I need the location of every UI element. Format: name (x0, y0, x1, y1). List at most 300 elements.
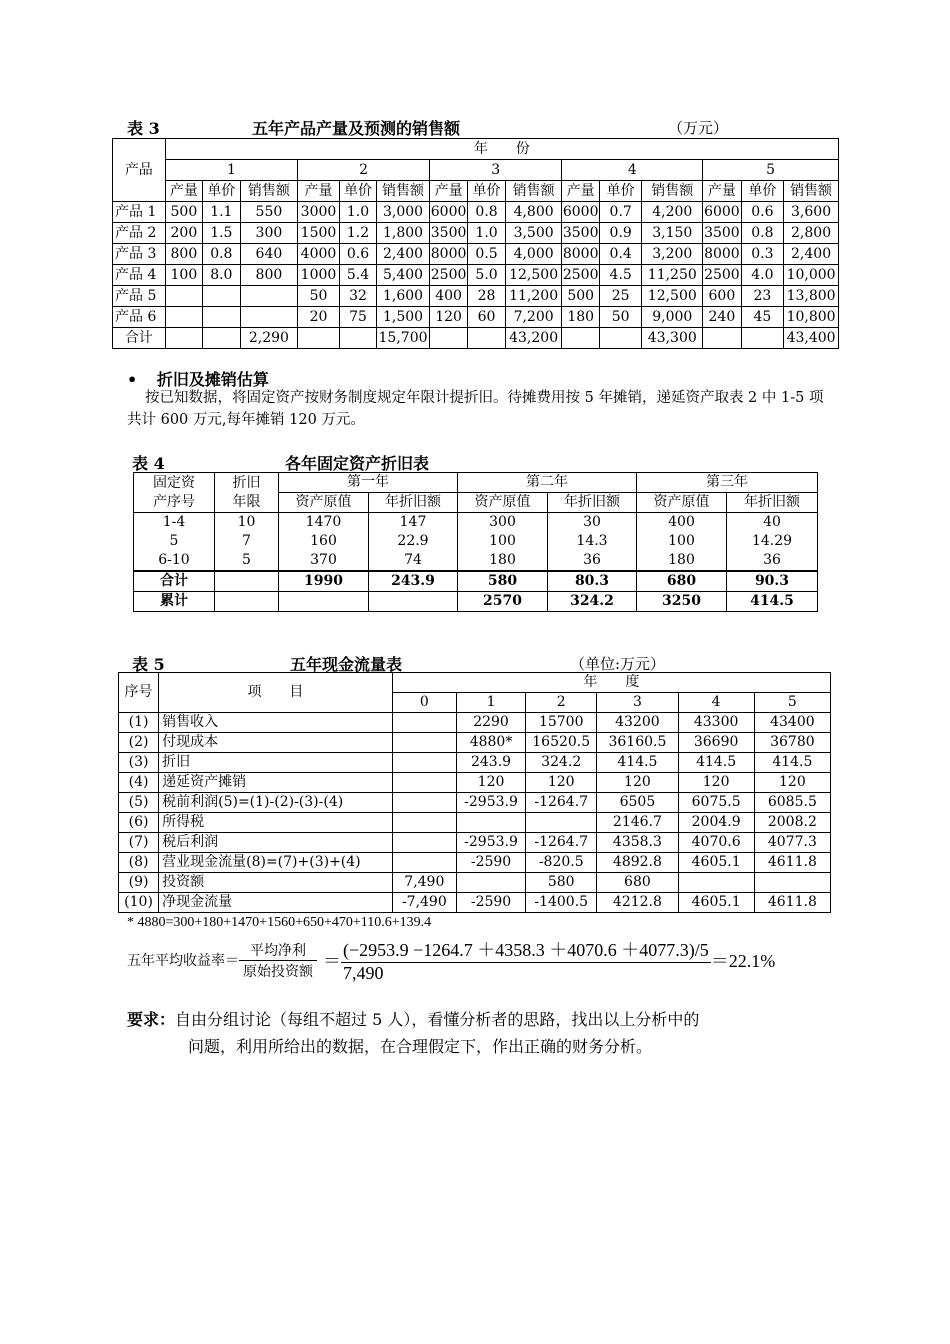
table5-year-header: 年 度 (392, 673, 830, 693)
table5-row-item: 净现金流量 (159, 893, 393, 913)
table3-cell (240, 286, 298, 307)
table5-row-no: (2) (119, 733, 159, 753)
table4-cell: 324.2 (548, 592, 637, 612)
table3-year: 5 (703, 160, 839, 181)
table5-cell: 36690 (678, 733, 754, 753)
table3-year: 3 (429, 160, 562, 181)
table5-cell: 243.9 (456, 753, 525, 773)
table3-cell: 20 (298, 307, 340, 328)
table4-cell: 147 (369, 513, 458, 533)
fraction1-denominator: 原始投资额 (243, 963, 313, 980)
table3-cell: 8000 (562, 244, 599, 265)
table4-cell: 40 (727, 513, 818, 533)
table3 (112, 138, 839, 349)
table3-cell: 800 (240, 265, 298, 286)
table3-cell (562, 328, 599, 349)
table3-cell (165, 328, 202, 349)
return-rate-formula (127, 936, 775, 984)
table5-cell: -2590 (456, 853, 525, 873)
table-row (119, 793, 831, 813)
table3-product-name: 产品 3 (113, 244, 166, 265)
table3-year: 2 (298, 160, 430, 181)
table5-cell: 4077.3 (754, 833, 830, 853)
table4-title: 各年固定资产折旧表 (285, 454, 430, 473)
table5-cell: -1400.5 (526, 893, 597, 913)
fraction1-numerator: 平均净利 (250, 942, 306, 959)
table5-cell: 324.2 (526, 753, 597, 773)
table4-cell: 243.9 (369, 571, 458, 592)
table3-cell: 800 (165, 244, 202, 265)
table3-subheader: 销售额 (377, 181, 430, 202)
table5-cell: 2146.7 (597, 813, 678, 833)
table3-cell: 120 (429, 307, 467, 328)
table3-cell: 600 (703, 286, 741, 307)
table-row (119, 773, 831, 793)
table5-row-item: 销售收入 (159, 713, 393, 733)
table3-cell: 1.2 (339, 223, 376, 244)
table5-cell: 43200 (597, 713, 678, 733)
table3-product-name: 产品 6 (113, 307, 166, 328)
table3-cell: 2500 (429, 265, 467, 286)
table4-cell: 414.5 (727, 592, 818, 612)
table3-cell: 3,500 (505, 223, 562, 244)
table5-cell: 414.5 (678, 753, 754, 773)
table5-cell: 4070.6 (678, 833, 754, 853)
table3-cell: 28 (468, 286, 505, 307)
table3-subheader: 产量 (429, 181, 467, 202)
table5-row-no: (3) (119, 753, 159, 773)
table4-cell: 370 (279, 551, 369, 571)
table3-cell: 11,200 (505, 286, 562, 307)
table5-cell: 6085.5 (754, 793, 830, 813)
table3-cell: 3500 (429, 223, 467, 244)
table5-cell (392, 753, 456, 773)
table3-cell: 4,800 (505, 202, 562, 223)
table5-row-item: 营业现金流量(8)=(7)+(3)+(4) (159, 853, 393, 873)
table5-cell: 6505 (597, 793, 678, 813)
table3-cell: 0.7 (599, 202, 642, 223)
table3-cell (203, 328, 240, 349)
table3-cell: 45 (741, 307, 784, 328)
table3-cell: 50 (298, 286, 340, 307)
table4-cell: 680 (637, 571, 727, 592)
table3-cell: 10,000 (784, 265, 839, 286)
requirement-line1: 自由分组讨论（每组不超过 5 人），看懂分析者的思路，找出以上分析中的 (175, 1010, 700, 1029)
table3-product-name: 产品 5 (113, 286, 166, 307)
table5-label: 表 5 (132, 655, 165, 674)
table5-row-no: (1) (119, 713, 159, 733)
table5-cell (526, 813, 597, 833)
fraction2-denominator: 7,490 (343, 963, 384, 983)
table5-cell: 120 (456, 773, 525, 793)
table3-subheader: 产量 (703, 181, 741, 202)
table5-year: 3 (597, 693, 678, 713)
table4-subheader: 年折旧额 (548, 493, 637, 513)
table3-cell: 100 (165, 265, 202, 286)
table4-cell: 100 (458, 532, 548, 551)
table3-cell: 0.8 (468, 202, 505, 223)
table4-year: 第一年 (279, 473, 458, 493)
table5-row-item: 投资额 (159, 873, 393, 893)
table3-product-name: 合计 (113, 328, 166, 349)
table5-cell (392, 813, 456, 833)
table3-subheader: 销售额 (642, 181, 703, 202)
table4-cell: 180 (458, 551, 548, 571)
table4-asset-id: 1-4 (134, 513, 215, 533)
table5-year: 2 (526, 693, 597, 713)
table4-cell: 14.3 (548, 532, 637, 551)
requirement-line2: 问题，利用所给出的数据，在合理假定下，作出正确的财务分析。 (188, 1037, 653, 1056)
table3-label: 表 3 (127, 119, 160, 138)
table3-cell: 6000 (703, 202, 741, 223)
table5-cell: 7,490 (392, 873, 456, 893)
table5-cell: 36780 (754, 733, 830, 753)
formula-result: ＝22.1% (710, 951, 776, 971)
table4-cell: 100 (637, 532, 727, 551)
table5-row-item: 递延资产摊销 (159, 773, 393, 793)
requirement-label: 要求： (127, 1010, 176, 1029)
table3-subheader: 销售额 (505, 181, 562, 202)
table3-cell: 0.8 (203, 244, 240, 265)
table4-year: 第二年 (458, 473, 637, 493)
table3-cell: 5.0 (468, 265, 505, 286)
table5-cell (456, 873, 525, 893)
table4-total-row (134, 571, 818, 592)
table-row (113, 286, 839, 307)
table3-cell: 43,200 (505, 328, 562, 349)
table5-cell: 4880* (456, 733, 525, 753)
table5-cell: 43400 (754, 713, 830, 733)
table3-cell: 3,200 (642, 244, 703, 265)
table5-cell: 16520.5 (526, 733, 597, 753)
table4-total-life (215, 571, 279, 592)
table5-footnote: * 4880=300+180+1470+1560+650+470+110.6+139.4 (127, 915, 432, 930)
table3-cell: 4,000 (505, 244, 562, 265)
table4-subheader: 年折旧额 (369, 493, 458, 513)
table5-cell: -820.5 (526, 853, 597, 873)
table3-year-header: 年 份 (165, 139, 838, 160)
table3-unit: （万元） (668, 119, 729, 137)
table4-cell: 180 (637, 551, 727, 571)
table-row (119, 893, 831, 913)
table3-product-name: 产品 1 (113, 202, 166, 223)
table3-subheader: 销售额 (240, 181, 298, 202)
table5-unit: （单位:万元） (570, 655, 666, 673)
table3-cell: 640 (240, 244, 298, 265)
table3-cell: 180 (562, 307, 599, 328)
formula-lhs: 五年平均收益率＝ (127, 953, 239, 969)
table3-cell: 43,400 (784, 328, 839, 349)
table3-cell (703, 328, 741, 349)
table3-cell: 10,800 (784, 307, 839, 328)
table5-cell (392, 853, 456, 873)
table3-subheader: 产量 (165, 181, 202, 202)
table3-cell (741, 328, 784, 349)
table5-row-no: (10) (119, 893, 159, 913)
table5-cell (392, 793, 456, 813)
table3-cell: 1.0 (339, 202, 376, 223)
table3-cell: 0.6 (339, 244, 376, 265)
table5-cell: 15700 (526, 713, 597, 733)
table3-cell: 6000 (429, 202, 467, 223)
table-row (119, 753, 831, 773)
table4-cell: 3250 (637, 592, 727, 612)
table5-row-no: (7) (119, 833, 159, 853)
table5-cell: 4605.1 (678, 893, 754, 913)
table5-row-item: 折旧 (159, 753, 393, 773)
table-row (113, 307, 839, 328)
table5 (118, 672, 831, 913)
table5-year: 0 (392, 693, 456, 713)
table3-cell: 1,800 (377, 223, 430, 244)
table3-subheader: 销售额 (784, 181, 839, 202)
table3-subheader: 单价 (741, 181, 784, 202)
table4-cell: 80.3 (548, 571, 637, 592)
table4-asset-id: 6-10 (134, 551, 215, 571)
table3-cell: 1.5 (203, 223, 240, 244)
table5-row-no: (5) (119, 793, 159, 813)
table3-cell (165, 307, 202, 328)
table-row (119, 873, 831, 893)
table4-year: 第三年 (637, 473, 818, 493)
table5-cell: 4611.8 (754, 893, 830, 913)
table-row (113, 328, 839, 349)
table3-cell: 23 (741, 286, 784, 307)
table4-cell: 2570 (458, 592, 548, 612)
table3-cell: 12,500 (642, 286, 703, 307)
table4-cell: 36 (727, 551, 818, 571)
table3-cell: 1.1 (203, 202, 240, 223)
table5-row-item: 付现成本 (159, 733, 393, 753)
table3-product-name: 产品 2 (113, 223, 166, 244)
table3-cell (203, 286, 240, 307)
table3-cell: 75 (339, 307, 376, 328)
requirement (127, 1006, 837, 1060)
table5-cell: 120 (597, 773, 678, 793)
table-row (134, 532, 818, 551)
table5-col-item: 项 目 (159, 673, 393, 713)
table-row (134, 551, 818, 571)
table3-cell: 9,000 (642, 307, 703, 328)
table4-cell: 160 (279, 532, 369, 551)
table4-col-life: 折旧 年限 (215, 473, 279, 513)
table5-cell (392, 733, 456, 753)
table3-subheader: 单价 (599, 181, 642, 202)
table4-asset-id: 5 (134, 532, 215, 551)
table3-cell: 4,200 (642, 202, 703, 223)
table3-cell: 11,250 (642, 265, 703, 286)
table3-cell: 2,400 (784, 244, 839, 265)
table5-cell: -2953.9 (456, 793, 525, 813)
table3-cell: 0.5 (468, 244, 505, 265)
table3-cell: 2500 (703, 265, 741, 286)
table5-year: 5 (754, 693, 830, 713)
table3-cell (298, 328, 340, 349)
table3-year: 1 (165, 160, 298, 181)
table3-cell: 3,150 (642, 223, 703, 244)
table5-cell: 680 (597, 873, 678, 893)
table3-cell (165, 286, 202, 307)
table5-cell: 2004.9 (678, 813, 754, 833)
table4-cell: 90.3 (727, 571, 818, 592)
table5-cell (678, 873, 754, 893)
table4-cell: 74 (369, 551, 458, 571)
table3-cell: 25 (599, 286, 642, 307)
table3-cell: 7,200 (505, 307, 562, 328)
table3-cell: 15,700 (377, 328, 430, 349)
table3-year: 4 (562, 160, 703, 181)
table4-life: 7 (215, 532, 279, 551)
table3-cell: 1.0 (468, 223, 505, 244)
table5-cell: 580 (526, 873, 597, 893)
table4-cell: 36 (548, 551, 637, 571)
table3-subheader: 产量 (562, 181, 599, 202)
table5-row-item: 税前利润(5)=(1)-(2)-(3)-(4) (159, 793, 393, 813)
table3-title: 五年产品产量及预测的销售额 (252, 119, 461, 138)
table4-cell: 300 (458, 513, 548, 533)
table3-cell: 2,290 (240, 328, 298, 349)
table-row (119, 813, 831, 833)
table3-cell: 550 (240, 202, 298, 223)
table4 (133, 472, 818, 612)
table5-title: 五年现金流量表 (290, 655, 403, 674)
table4-subheader: 资产原值 (637, 493, 727, 513)
table-row (113, 265, 839, 286)
table3-cell: 12,500 (505, 265, 562, 286)
table4-cell: 22.9 (369, 532, 458, 551)
table3-cell: 0.3 (741, 244, 784, 265)
table5-cell (392, 773, 456, 793)
table5-cell (392, 713, 456, 733)
table5-cell: -2953.9 (456, 833, 525, 853)
table5-cell: -1264.7 (526, 833, 597, 853)
table3-cell: 8000 (703, 244, 741, 265)
section-title: 折旧及摊销估算 (156, 370, 269, 389)
table5-cell: 414.5 (754, 753, 830, 773)
table-row (113, 202, 839, 223)
table5-cell: -7,490 (392, 893, 456, 913)
table-row (119, 853, 831, 873)
table3-cell (203, 307, 240, 328)
table3-cell: 4000 (298, 244, 340, 265)
table3-cell: 5,400 (377, 265, 430, 286)
table3-cell: 2500 (562, 265, 599, 286)
table5-cell: 6075.5 (678, 793, 754, 813)
table4-cell: 30 (548, 513, 637, 533)
table3-cell: 50 (599, 307, 642, 328)
table4-cumulative-life (215, 592, 279, 612)
table3-cell: 43,300 (642, 328, 703, 349)
table3-cell (599, 328, 642, 349)
table5-row-no: (8) (119, 853, 159, 873)
table3-cell (468, 328, 505, 349)
table-row (119, 713, 831, 733)
table3-row-header: 产品 (113, 139, 166, 202)
table3-cell: 2,400 (377, 244, 430, 265)
table3-subheader: 单价 (203, 181, 240, 202)
table3-cell: 2,800 (784, 223, 839, 244)
table5-row-item: 税后利润 (159, 833, 393, 853)
table3-subheader: 单价 (468, 181, 505, 202)
table4-subheader: 资产原值 (279, 493, 369, 513)
table4-cell: 1990 (279, 571, 369, 592)
table4-cell: 400 (637, 513, 727, 533)
table3-cell: 4.5 (599, 265, 642, 286)
table5-cell: 36160.5 (597, 733, 678, 753)
table5-cell: 43300 (678, 713, 754, 733)
table-row (119, 833, 831, 853)
table3-cell: 3,600 (784, 202, 839, 223)
table4-label: 表 4 (132, 454, 165, 473)
table3-cell: 500 (165, 202, 202, 223)
table5-year: 1 (456, 693, 525, 713)
table5-row-no: (9) (119, 873, 159, 893)
table5-cell (456, 813, 525, 833)
table5-cell: -2590 (456, 893, 525, 913)
table3-subheader: 产量 (298, 181, 340, 202)
table5-row-no: (6) (119, 813, 159, 833)
table4-col-asset: 固定资 产序号 (134, 473, 215, 513)
table3-cell: 4.0 (741, 265, 784, 286)
table3-cell: 32 (339, 286, 376, 307)
table5-cell: 120 (526, 773, 597, 793)
table3-cell (339, 328, 376, 349)
table5-cell: 2008.2 (754, 813, 830, 833)
fraction2-numerator: (−2953.9 −1264.7 ＋4358.3 ＋4070.6 ＋4077.3)/5 (343, 940, 709, 960)
table5-row-item: 所得税 (159, 813, 393, 833)
table5-cell: 120 (754, 773, 830, 793)
section-paragraph: 按已知数据，将固定资产按财务制度规定年限计提折旧。待摊费用按 5 年摊销，递延资产取表 2 中 1-5 项共计 600 万元,每年摊销 120 万元。 (127, 390, 824, 428)
table3-cell: 3500 (562, 223, 599, 244)
table3-cell: 5.4 (339, 265, 376, 286)
table4-subheader: 资产原值 (458, 493, 548, 513)
table4-life: 10 (215, 513, 279, 533)
table4-cell: 14.29 (727, 532, 818, 551)
table3-cell: 0.4 (599, 244, 642, 265)
table3-cell: 1500 (298, 223, 340, 244)
table5-row-no: (4) (119, 773, 159, 793)
table3-cell: 500 (562, 286, 599, 307)
formula-fraction-1 (239, 940, 317, 981)
table-row (113, 244, 839, 265)
table4-total-label: 合计 (134, 571, 215, 592)
table3-cell: 1000 (298, 265, 340, 286)
table3-cell: 3000 (298, 202, 340, 223)
table5-cell (392, 833, 456, 853)
table3-cell: 8000 (429, 244, 467, 265)
table5-cell: 4611.8 (754, 853, 830, 873)
table3-cell: 1,500 (377, 307, 430, 328)
table4-cumulative-row (134, 592, 818, 612)
table3-cell: 60 (468, 307, 505, 328)
formula-fraction-2 (341, 936, 711, 984)
table4-life: 5 (215, 551, 279, 571)
table5-year: 4 (678, 693, 754, 713)
table3-cell (240, 307, 298, 328)
table4-subheader: 年折旧额 (727, 493, 818, 513)
table-row (134, 513, 818, 533)
table3-cell: 300 (240, 223, 298, 244)
table-row (113, 223, 839, 244)
table5-cell: 2290 (456, 713, 525, 733)
table3-cell: 0.9 (599, 223, 642, 244)
table5-cell: 4892.8 (597, 853, 678, 873)
table4-cell (369, 592, 458, 612)
table3-cell: 13,800 (784, 286, 839, 307)
table5-cell (754, 873, 830, 893)
table4-cell: 1470 (279, 513, 369, 533)
table4-cell: 580 (458, 571, 548, 592)
